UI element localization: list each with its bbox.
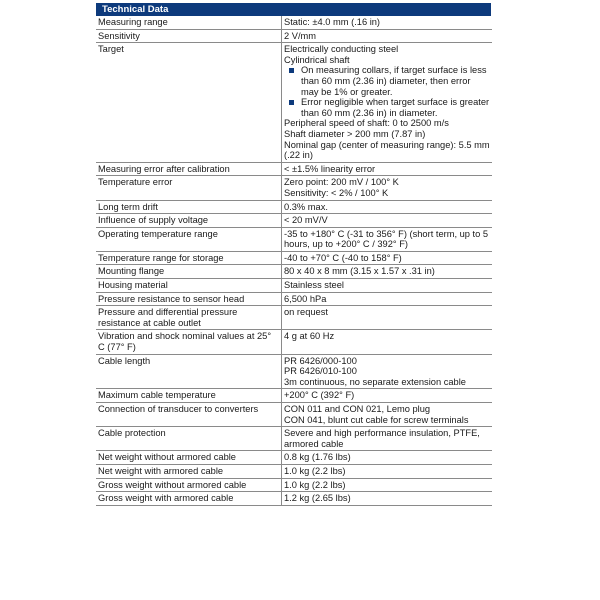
row-label: Connection of transducer to converters [96, 403, 282, 427]
value-line: Peripheral speed of shaft: 0 to 2500 m/s [284, 118, 449, 129]
table-row [96, 214, 492, 228]
table-row [96, 403, 492, 427]
row-value [282, 306, 493, 330]
table-row [96, 29, 492, 43]
row-label: Temperature range for storage [96, 251, 282, 265]
table-row [96, 354, 492, 389]
row-value [282, 403, 493, 427]
row-value [282, 43, 493, 163]
table-row [96, 227, 492, 251]
bullet-list [284, 65, 490, 118]
row-value [282, 279, 493, 293]
value-line: < 20 mV/V [284, 215, 328, 226]
row-value [282, 478, 493, 492]
value-line: Stainless steel [284, 280, 344, 291]
row-label: Sensitivity [96, 29, 282, 43]
value-line: Shaft diameter > 200 mm (7.87 in) [284, 128, 426, 139]
row-label: Housing material [96, 279, 282, 293]
row-value [282, 292, 493, 306]
table-row [96, 251, 492, 265]
table-row [96, 427, 492, 451]
table-row [96, 451, 492, 465]
value-line: 4 g at 60 Hz [284, 331, 335, 342]
value-line: Electrically conducting steel [284, 44, 399, 55]
row-label: Gross weight with armored cable [96, 492, 282, 506]
value-line: 1.0 kg (2.2 lbs) [284, 479, 346, 490]
row-label: Maximum cable temperature [96, 389, 282, 403]
row-label: Gross weight without armored cable [96, 478, 282, 492]
value-line: Static: ±4.0 mm (.16 in) [284, 17, 381, 27]
row-value [282, 464, 493, 478]
value-line: PR 6426/000-100 [284, 355, 357, 366]
table-row [96, 176, 492, 200]
value-line: 80 x 40 x 8 mm (3.15 x 1.57 x .31 in) [284, 266, 435, 277]
row-label: Influence of supply voltage [96, 214, 282, 228]
row-value [282, 227, 493, 251]
value-line: 1.2 kg (2.65 lbs) [284, 493, 351, 504]
row-label: Net weight without armored cable [96, 451, 282, 465]
row-value [282, 389, 493, 403]
value-line: Sensitivity: < 2% / 100° K [284, 187, 389, 198]
table-row [96, 16, 492, 29]
value-line: 2 V/mm [284, 30, 317, 41]
table-row [96, 464, 492, 478]
row-value [282, 354, 493, 389]
row-label: Temperature error [96, 176, 282, 200]
table-row [96, 43, 492, 163]
row-value [282, 427, 493, 451]
row-label: Net weight with armored cable [96, 464, 282, 478]
section-title: Technical Data [96, 3, 491, 16]
table-row [96, 162, 492, 176]
row-label: Cable protection [96, 427, 282, 451]
value-line: 3m continuous, no separate extension cable [284, 376, 466, 387]
value-line: CON 011 and CON 021, Lemo plug [284, 404, 431, 414]
table-row [96, 306, 492, 330]
row-value [282, 176, 493, 200]
row-label: Target [96, 43, 282, 163]
row-label: Pressure and differential pressure resistance at cable outlet [96, 306, 282, 330]
row-label: Pressure resistance to sensor head [96, 292, 282, 306]
table-row [96, 265, 492, 279]
row-label: Operating temperature range [96, 227, 282, 251]
value-line: Cylindrical shaft [284, 54, 350, 65]
row-label: Long term drift [96, 200, 282, 214]
row-label: Mounting flange [96, 265, 282, 279]
value-line: Zero point: 200 mV / 100° K [284, 177, 399, 188]
row-value [282, 16, 493, 29]
row-value [282, 451, 493, 465]
value-line: +200° C (392° F) [284, 390, 355, 401]
value-line: PR 6426/010-100 [284, 366, 357, 377]
row-label: Measuring error after calibration [96, 162, 282, 176]
row-label: Measuring range [96, 16, 282, 29]
table-row [96, 292, 492, 306]
table-row [96, 279, 492, 293]
table-row [96, 478, 492, 492]
row-value [282, 162, 493, 176]
bullet-item: Error negligible when target surface is greater than 60 mm (2.36 in) in diameter. [284, 97, 490, 118]
value-line: 0.8 kg (1.76 lbs) [284, 452, 351, 463]
value-line: CON 041, blunt cut cable for screw terminals [284, 414, 469, 425]
table-row [96, 200, 492, 214]
row-value [282, 330, 493, 354]
value-line: 1.0 kg (2.2 lbs) [284, 465, 346, 476]
value-line: < ±1.5% linearity error [284, 163, 376, 174]
row-value [282, 200, 493, 214]
row-label: Cable length [96, 354, 282, 389]
value-line: Severe and high performance insulation, PTFE, armored cable [284, 428, 480, 449]
value-line: -35 to +180° C (-31 to 356° F) (short term, up to 5 hours, up to +200° C / 392° F) [284, 228, 489, 250]
technical-data-sheet [96, 3, 491, 506]
table-row [96, 389, 492, 403]
spec-table [96, 16, 492, 506]
table-row [96, 492, 492, 506]
row-value [282, 265, 493, 279]
row-value [282, 251, 493, 265]
value-line: -40 to +70° C (-40 to 158° F) [284, 252, 402, 263]
row-value [282, 492, 493, 506]
row-value [282, 29, 493, 43]
row-value [282, 214, 493, 228]
table-row [96, 330, 492, 354]
value-line: 0.3% max. [284, 201, 328, 212]
value-line: Nominal gap (center of measuring range): 5.5 mm (.22 in) [284, 139, 490, 161]
value-line: 6,500 hPa [284, 293, 327, 304]
row-label: Vibration and shock nominal values at 25° C (77° F) [96, 330, 282, 354]
value-line: on request [284, 307, 328, 318]
bullet-item: On measuring collars, if target surface is less than 60 mm (2.36 in) diameter, then error may be 1% or greater. [284, 65, 490, 97]
